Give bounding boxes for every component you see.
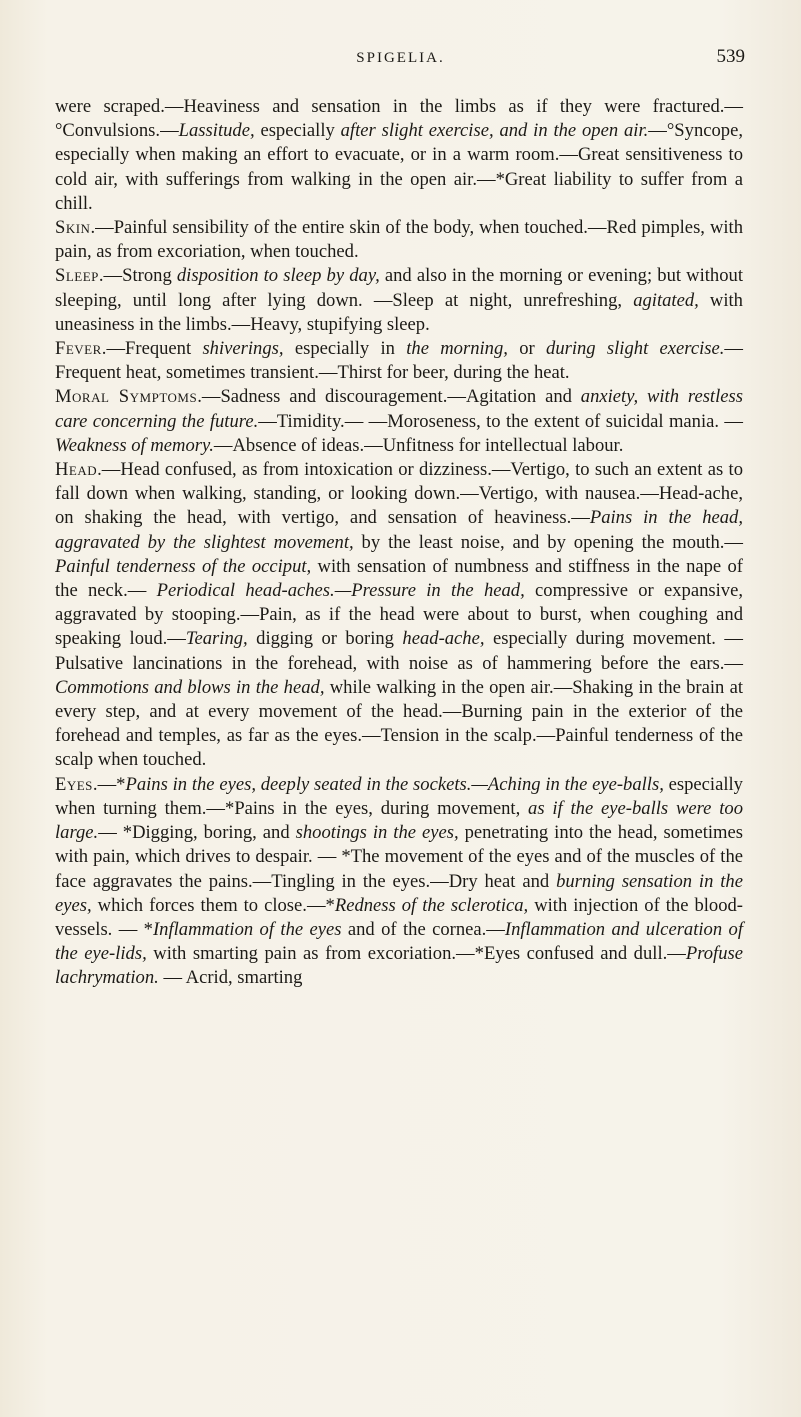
text-run: —Timidity.— —Moroseness, to the extent of suicidal mania. — — [258, 410, 744, 432]
section-eyes — [55, 773, 743, 991]
text-run: —Frequent heat, sometimes transient.—Thirst for beer, during the heat. — [55, 338, 743, 384]
section-label: Fever — [55, 338, 102, 360]
italic-text: during slight exercise. — [546, 338, 725, 360]
text-run: .—* — [92, 773, 126, 795]
italic-text: Commotions and blows in the head, — [55, 676, 325, 698]
italic-text: as if the eye-balls were too large. — [55, 797, 743, 844]
section-fever — [55, 337, 743, 385]
section-skin — [55, 216, 743, 264]
text-run: with injection of the blood-vessels. — * — [55, 894, 744, 940]
text-run: with sensation of numbness and stiffness in the nape of the neck.— — [55, 555, 743, 602]
text-run: .—Painful sensibility of the entire skin of the body, when touched.—Red pimples, with pain, as from excoriation, when touched. — [55, 217, 743, 263]
text-run: .—Head confused, as from intoxication or dizziness.—Vertigo, to such an extent as to fall down when walking, standing, or looking down.—Vertigo, with nausea.—Head-ache, on shaking the head, with vertigo, and sensation of heaviness.— — [55, 459, 743, 529]
italic-text: Periodical head-aches.—Pressure in the head, — [156, 580, 525, 602]
text-run: with smarting pain as from excoriation.—*Eyes confused and dull.— — [146, 943, 686, 965]
text-run: especially when turning them.—*Pains in the eyes, during movement, — [55, 773, 743, 819]
text-run: —°Syncope, especially when making an effort to evacuate, or in a warm room.—Great sensitiveness to cold air, with sufferings from walking in the open air.—*Great liability to suffer from a chill. — [55, 120, 743, 214]
text-run: especially during movement. —Pulsative lancinations in the forehead, with noise as of hammering before the ears.— — [55, 628, 743, 674]
italic-text: burning sensation in the eyes, — [55, 870, 743, 916]
text-run: which forces them to close.—* — [91, 894, 335, 916]
body-text — [55, 95, 743, 991]
italic-text: Tearing, — [185, 628, 248, 650]
text-run: were scraped.—Heaviness and sensation in the limbs as if they were fractured.—°Convulsions.— — [55, 96, 743, 142]
text-run: while walking in the open air.—Shaking in the brain at every step, and at every movement of the head.—Burning pain in the exterior of the forehead and temples, as far as the eyes.—Tension in the scalp.—Painful tenderness of the scalp when touched. — [55, 676, 743, 771]
text-run: and also in the morning or evening; but without sleeping, until long after lying down. —Sleep at night, unrefreshing, — [55, 265, 743, 311]
italic-text: anxiety, with restless care concerning the future. — [55, 386, 743, 432]
italic-text: Profuse lachrymation. — [55, 943, 744, 989]
italic-text: head-ache, — [402, 628, 485, 650]
text-run: with uneasiness in the limbs.—Heavy, stupifying sleep. — [55, 289, 743, 335]
italic-text: Inflammation and ulceration of the eye-lids, — [55, 918, 743, 965]
text-run: especially in — [283, 338, 407, 360]
italic-text: the morning, — [406, 338, 508, 360]
italic-text: Pains in the head, aggravated by the slightest movement, — [55, 507, 743, 553]
italic-text: agitated, — [633, 289, 699, 311]
text-run: .—Sadness and discouragement.—Agitation and — [197, 386, 581, 408]
italic-text: Weakness of memory. — [55, 434, 214, 456]
section-label: Moral Symptoms — [55, 386, 198, 408]
section-label: Sleep — [55, 265, 99, 287]
paragraph-continuation — [55, 95, 743, 216]
section-label: Eyes — [55, 773, 93, 795]
text-run: compressive or expansive, aggravated by stooping.—Pain, as if the head were about to burst, when coughing and speaking loud.— — [55, 580, 743, 650]
page-header — [0, 44, 801, 74]
text-run: —Absence of ideas.—Unfitness for intellectual labour. — [213, 434, 624, 456]
text-run: digging or boring — [247, 628, 403, 650]
section-label: Skin — [55, 217, 91, 239]
italic-text: Lassitude, — [178, 120, 255, 142]
section-moral-symptoms — [55, 385, 743, 458]
text-run: — *Digging, boring, and — [98, 822, 296, 844]
text-run: by the least noise, and by opening the mouth.— — [353, 531, 743, 553]
text-run: penetrating into the head, sometimes with pain, which drives to despair. — *The movement of the eyes and of the muscles of the face aggravates the pains.—Tingling in the eyes.—Dry heat and — [55, 822, 743, 892]
italic-text: after slight exercise, and in the open air. — [340, 120, 649, 142]
page-number: 539 — [716, 46, 745, 67]
running-title: SPIGELIA. — [356, 50, 445, 66]
text-run: especially — [254, 120, 341, 142]
italic-text: Inflammation of the eyes — [152, 918, 342, 940]
text-run: and of the cornea.— — [341, 918, 505, 940]
section-label: Head — [55, 459, 98, 481]
text-run: .—Frequent — [101, 338, 203, 360]
section-head — [55, 458, 743, 773]
text-run: or — [507, 338, 547, 360]
italic-text: disposition to sleep by day, — [176, 265, 380, 287]
italic-text: shiverings, — [202, 338, 284, 360]
text-run: — Acrid, smarting — [158, 967, 303, 989]
italic-text: Pains in the eyes, deeply seated in the sockets.—Aching in the eye-balls, — [125, 773, 664, 795]
italic-text: Painful tenderness of the occiput, — [55, 555, 312, 577]
text-run: .—Strong — [98, 265, 177, 287]
italic-text: shootings in the eyes, — [295, 822, 459, 844]
section-sleep — [55, 264, 743, 337]
italic-text: Redness of the sclerotica, — [334, 894, 529, 916]
